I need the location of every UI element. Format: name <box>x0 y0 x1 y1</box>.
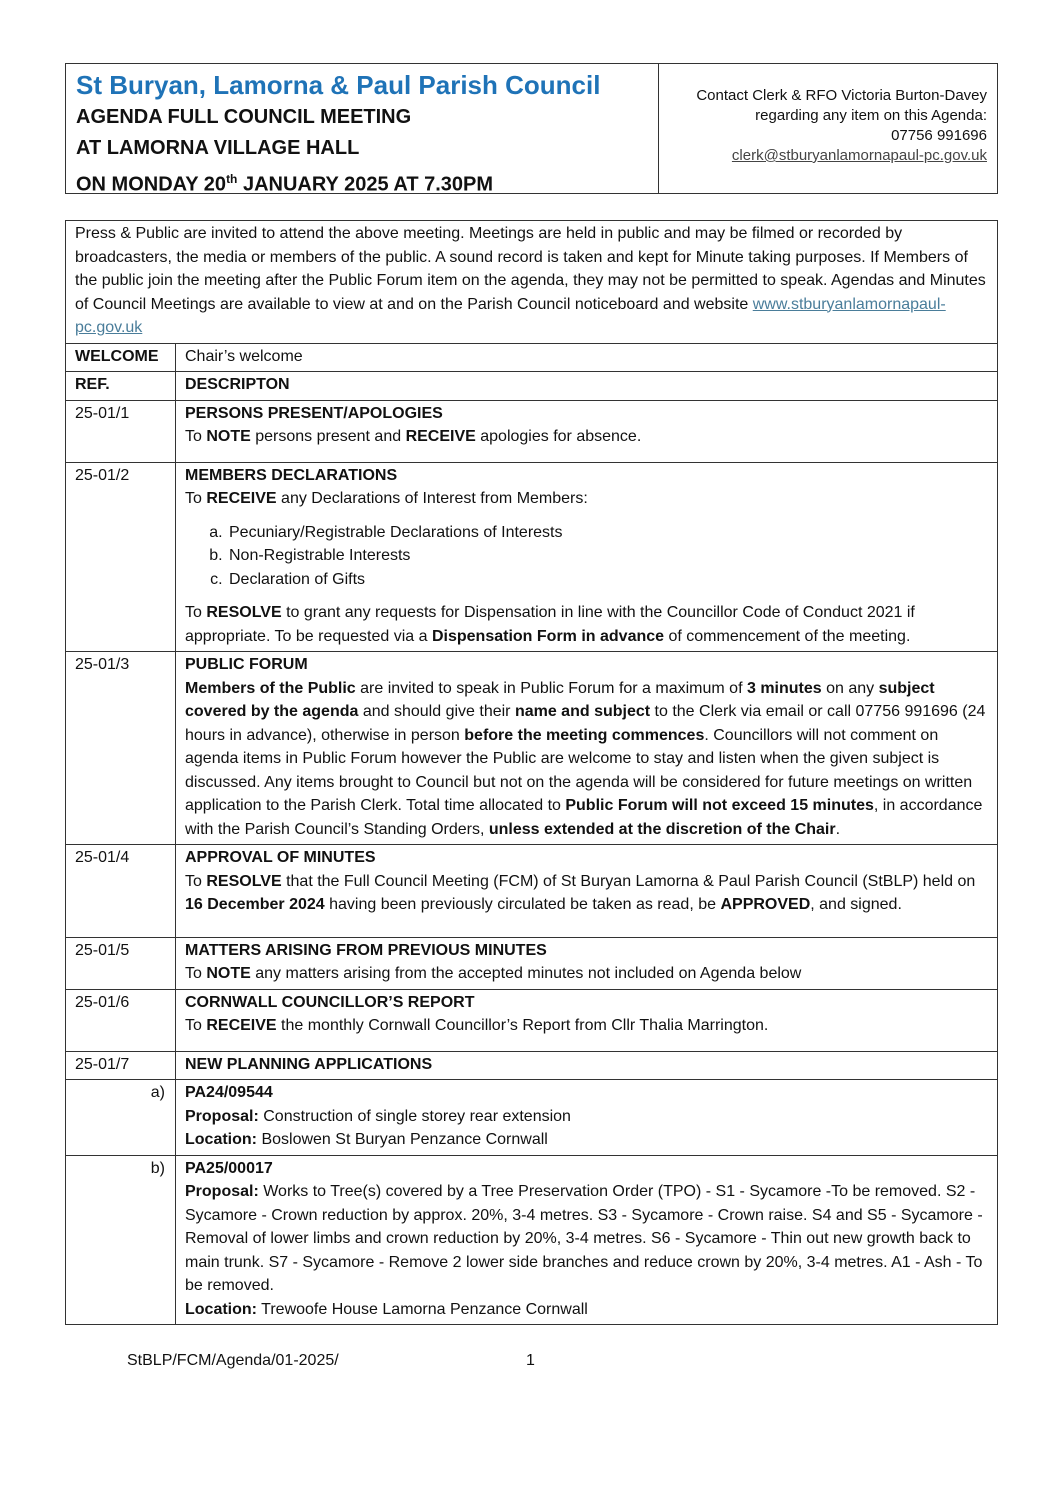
list-item: a. Pecuniary/Registrable Declarations of Interests <box>227 521 989 545</box>
item-heading: CORNWALL COUNCILLOR’S REPORT <box>185 993 475 1011</box>
contact-phone: 07756 991696 <box>891 127 987 144</box>
application-letter: a) <box>66 1080 176 1156</box>
header-contact-cell <box>659 64 997 193</box>
agenda-item-7 <box>66 1051 998 1080</box>
intro-text: Press & Public are invited to attend the above meeting. Meetings are held in public and may be filmed or recorded by broadcasters, the media or members of the public. A sound record is taken and kept for Minute taking purposes. If Members of the public join the meeting after the Public Forum item on the agenda, they may not be permitted to speak. Agendas and Minutes of Council Meetings are available to view at and on the Parish Council noticeboard and website www.stburyanlamornapaul-pc.gov.uk <box>66 221 998 344</box>
agenda-item-4 <box>66 845 998 938</box>
item-heading: PUBLIC FORUM <box>185 656 308 673</box>
header-box <box>65 63 998 194</box>
dispensation-text: To RESOLVE to grant any requests for Dispensation in line with the Councillor Code of Conduct 2021 if appropriate. To be requested via a Dispensation Form in advance of commencement of the meeting. <box>185 604 915 645</box>
ref-column-header: REF. <box>66 372 176 401</box>
welcome-row <box>66 343 998 372</box>
item-description <box>176 989 998 1051</box>
application-number: PA25/00017 <box>185 1159 273 1177</box>
item-heading: MATTERS ARISING FROM PREVIOUS MINUTES <box>185 941 547 959</box>
planning-application-b <box>66 1155 998 1325</box>
agenda-item-6 <box>66 989 998 1051</box>
item-heading: MEMBERS DECLARATIONS <box>185 466 398 484</box>
intro-row <box>66 221 998 344</box>
meeting-venue: AT LAMORNA VILLAGE HALL <box>76 137 360 159</box>
agenda-table <box>65 220 998 1325</box>
agenda-item-5 <box>66 937 998 989</box>
item-ref: 25-01/4 <box>66 845 176 938</box>
application-location: Location: Boslowen St Buryan Penzance Cornwall <box>185 1131 548 1148</box>
agenda-title: AGENDA FULL COUNCIL MEETING <box>76 106 412 128</box>
item-heading: NEW PLANNING APPLICATIONS <box>176 1051 998 1080</box>
agenda-item-1 <box>66 400 998 462</box>
item-description <box>176 652 998 845</box>
page-number: 1 <box>526 1352 535 1369</box>
item-ref: 25-01/3 <box>66 652 176 845</box>
declaration-types-list <box>185 521 989 592</box>
contact-clerk: Contact Clerk & RFO Victoria Burton-Davey <box>696 87 987 104</box>
column-header-row <box>66 372 998 401</box>
application-proposal: Proposal: Construction of single storey rear extension <box>185 1107 571 1125</box>
header-title-cell <box>66 64 659 196</box>
item-ref: 25-01/2 <box>66 462 176 652</box>
footer-document-ref: StBLP/FCM/Agenda/01-2025/ <box>127 1352 339 1369</box>
item-text: Members of the Public are invited to speak in Public Forum for a maximum of 3 minutes on any subject covered by the agenda and should give their name and subject to the Clerk via email or call 07756 991696 (24 hours in advance), otherwise in person before the meeting commences. Councillors will not comment on agenda items in Public Forum however the Public are welcome to stay and listen when the given subject is discussed. Any items brought to Council but not on the agenda will be considered for future meetings on written application to the Parish Clerk. Total time allocated to Public Forum will not exceed 15 minutes, in accordance with the Parish Council’s Standing Orders, unless extended at the discretion of the Chair. <box>185 679 986 838</box>
item-text: To NOTE any matters arising from the accepted minutes not included on Agenda below <box>185 965 802 982</box>
application-details <box>176 1080 998 1156</box>
list-item: c. Declaration of Gifts <box>227 568 989 592</box>
item-heading: APPROVAL OF MINUTES <box>185 849 376 866</box>
item-text: To RESOLVE that the Full Council Meeting (FCM) of St Buryan Lamorna & Paul Parish Council (StBLP) held on 16 December 2024 having been previously circulated be taken as read, be APPROVED, and signed. <box>185 872 976 913</box>
item-description <box>176 400 998 462</box>
item-text: To RECEIVE the monthly Cornwall Councillor’s Report from Cllr Thalia Marrington. <box>185 1017 769 1034</box>
welcome-label: WELCOME <box>66 343 176 372</box>
meeting-date: ON MONDAY 20th JANUARY 2025 AT 7.30PM <box>76 172 494 196</box>
item-description <box>176 937 998 989</box>
item-description <box>176 462 998 652</box>
application-proposal: Proposal: Works to Tree(s) covered by a Tree Preservation Order (TPO) - S1 - Sycamore -To be removed. S2 - Sycamore - Crown reduction by approx. 20%, 3-4 metres. S3 - Sycamore - Crown raise. S4 and S5 - Sycamore - Removal of lower limbs and crown reduction by 20%, 3-4 metres. S6 - Sycamore - Thin out new growth back to main trunk. S7 - Sycamore - Remove 2 lower side branches and reduce crown by 20%, 3-4 metres. A1 - Ash - To be removed. <box>185 1183 983 1294</box>
planning-application-a <box>66 1080 998 1156</box>
item-ref: 25-01/5 <box>66 937 176 989</box>
item-ref: 25-01/1 <box>66 400 176 462</box>
application-details <box>176 1155 998 1325</box>
description-column-header: DESCRIPTON <box>176 372 998 401</box>
website-link[interactable]: www.stburyanlamornapaul-pc.gov.uk <box>75 295 946 336</box>
item-ref: 25-01/7 <box>66 1051 176 1080</box>
item-heading: PERSONS PRESENT/APOLOGIES <box>185 404 443 422</box>
contact-regarding: regarding any item on this Agenda: <box>755 107 987 124</box>
list-item: b. Non-Registrable Interests <box>227 544 989 568</box>
application-letter: b) <box>66 1155 176 1325</box>
item-description <box>176 845 998 938</box>
item-ref: 25-01/6 <box>66 989 176 1051</box>
item-text: To RECEIVE any Declarations of Interest from Members: <box>185 490 588 507</box>
application-location: Location: Trewoofe House Lamorna Penzance Cornwall <box>185 1300 588 1318</box>
item-text: To NOTE persons present and RECEIVE apologies for absence. <box>185 428 642 445</box>
agenda-item-2 <box>66 462 998 652</box>
contact-email-link[interactable]: clerk@stburyanlamornapaul-pc.gov.uk <box>731 147 987 164</box>
agenda-item-3 <box>66 652 998 845</box>
welcome-text: Chair’s welcome <box>176 343 998 372</box>
council-name: St Buryan, Lamorna & Paul Parish Council <box>76 70 601 100</box>
application-number: PA24/09544 <box>185 1084 273 1101</box>
